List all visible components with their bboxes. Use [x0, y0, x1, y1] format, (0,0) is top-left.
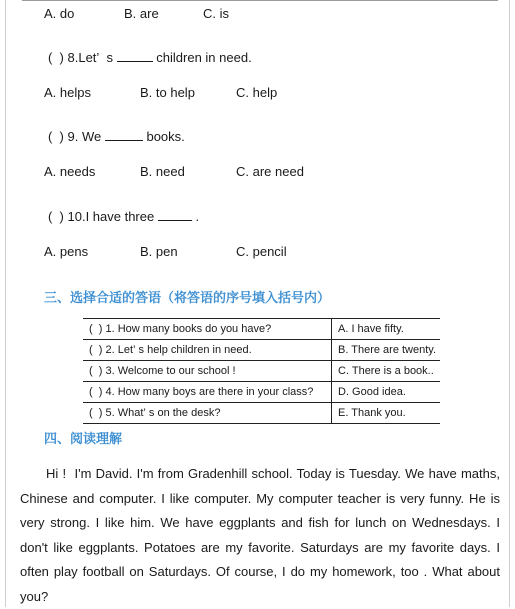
table-row — [83, 361, 440, 382]
table-row — [83, 340, 440, 361]
question-9 — [48, 128, 185, 144]
table-row — [83, 319, 440, 340]
matching-question[interactable]: ( ) 5. What’ s on the desk? — [83, 403, 332, 424]
q9-stem-end: books. — [146, 129, 185, 144]
q8-option-a: A. helps — [44, 85, 91, 100]
q9-option-b: B. need — [140, 164, 185, 179]
matching-question[interactable]: ( ) 4. How many boys are there in your class? — [83, 382, 332, 403]
q8-option-c: C. help — [236, 85, 278, 100]
q10-option-a: A. pens — [44, 244, 89, 259]
q9-option-c: C. are need — [236, 164, 304, 179]
table-row — [83, 403, 440, 424]
section-3-title: 三、选择合适的答语（将答语的序号填入括号内） — [44, 291, 331, 306]
matching-question[interactable]: ( ) 1. How many books do you have? — [83, 319, 332, 340]
table-row — [83, 382, 440, 403]
q10-answer-blank[interactable] — [158, 208, 192, 221]
matching-answer: D. Good idea. — [332, 382, 441, 403]
q10-stem-start: ( ) 10.I have three — [48, 209, 155, 224]
q8-stem-end: children in need. — [156, 50, 252, 65]
question-8 — [48, 49, 252, 65]
section-4-title: 四、阅读理解 — [44, 432, 123, 447]
page-border-left — [5, 0, 6, 607]
q9-option-a: A. needs — [44, 164, 96, 179]
matching-table — [83, 318, 440, 424]
q10-option-c: C. pencil — [236, 244, 287, 259]
passage-text: Hi ! I'm David. I'm from Gradenhill school. Today is Tuesday. We have maths, Chinese and computer. I like computer. My computer teacher is very funny. He is very strong. I like him. We have eggplants and fish for lunch on Wednesdays. I don't like eggplants. Potatoes are my favorite. Saturdays are my favorite days. I often play football on Saturdays. Of course, I do my homework, too . What about you? — [20, 466, 500, 604]
reading-passage — [20, 462, 500, 609]
q8-answer-blank[interactable] — [117, 49, 153, 62]
q7-option-c: C. is — [203, 6, 229, 21]
q7-option-a: A. do — [44, 6, 75, 21]
matching-question[interactable]: ( ) 2. Let’ s help children in need. — [83, 340, 332, 361]
q8-option-b: B. to help — [140, 85, 195, 100]
q7-option-b: B. are — [124, 6, 159, 21]
q9-stem-start: ( ) 9. We — [48, 129, 102, 144]
question-10 — [48, 208, 199, 224]
q8-stem-start: ( ) 8.Let’ s — [48, 50, 114, 65]
q10-stem-end: . — [195, 209, 200, 224]
matching-answer: E. Thank you. — [332, 403, 441, 424]
top-divider — [22, 0, 498, 1]
matching-question[interactable]: ( ) 3. Welcome to our school ! — [83, 361, 332, 382]
q10-option-b: B. pen — [140, 244, 178, 259]
matching-answer: C. There is a book.. — [332, 361, 441, 382]
page-border-right — [509, 0, 510, 607]
matching-answer: A. I have fifty. — [332, 319, 441, 340]
matching-answer: B. There are twenty. — [332, 340, 441, 361]
q9-answer-blank[interactable] — [105, 128, 143, 141]
